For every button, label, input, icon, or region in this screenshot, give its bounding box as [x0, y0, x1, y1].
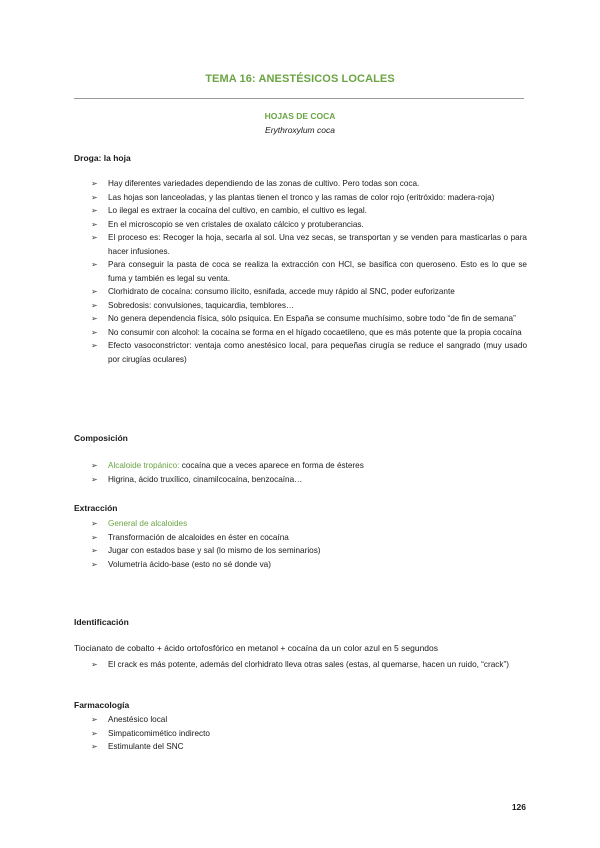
section-label-droga: Droga: la hoja	[74, 153, 131, 163]
arrow-bullet-icon: ➢	[91, 532, 98, 542]
list-item: ➢ Alcaloide tropánico: cocaína que a veces aparece en forma de ésteres	[91, 459, 527, 473]
list-item: ➢ Para conseguir la pasta de coca se realiza la extracción con HCl, se basifica con queroseno. Esto es lo que se fuma y también es legal su venta.	[91, 260, 527, 283]
droga-list	[91, 177, 527, 366]
arrow-bullet-icon: ➢	[91, 327, 98, 337]
list-item: ➢ Simpaticomimético indirecto	[91, 727, 527, 741]
list-item: ➢ El crack es más potente, además del clorhidrato lleva otras sales (estas, al quemarse, hacen un ruido, “crack”)	[91, 658, 527, 672]
list-item: ➢ Sobredosis: convulsiones, taquicardia, temblores…	[91, 299, 527, 313]
arrow-bullet-icon: ➢	[91, 461, 98, 470]
list-item: ➢ Las hojas son lanceoladas, y las plantas tienen el tronco y las ramas de color rojo (eritróxido: madera-roja)	[91, 191, 527, 205]
section-label-extraccion: Extracción	[74, 503, 118, 513]
arrow-bullet-icon: ➢	[91, 179, 98, 188]
list-item: ➢ No genera dependencia física, sólo psíquica. En España se consume muchísimo, sobre todo “de fin de semana”	[91, 312, 527, 326]
list-item: ➢ Estimulante del SNC	[91, 740, 527, 754]
list-item: ➢ El proceso es: Recoger la hoja, secarla al sol. Una vez secas, se transportan y se venden para masticarlas o para hacer infusiones.	[91, 233, 527, 256]
title-divider	[74, 98, 524, 99]
arrow-bullet-icon: ➢	[91, 715, 98, 724]
list-item: ➢ Efecto vasoconstrictor: ventaja como anestésico local, para pequeñas cirugía se reduce el sangrado (muy usado por cirugías oculares)	[91, 341, 527, 364]
section-heading-hojas: HOJAS DE COCA	[264, 111, 336, 121]
arrow-bullet-icon: ➢	[91, 474, 98, 484]
list-item: ➢ Lo ilegal es extraer la cocaína del cultivo, en cambio, el cultivo es legal.	[91, 204, 527, 218]
arrow-bullet-icon: ➢	[91, 192, 98, 202]
identificacion-list	[91, 658, 527, 672]
list-item: ➢ Hay diferentes variedades dependiendo de las zonas de cultivo. Pero todas son coca.	[91, 177, 527, 191]
list-item: ➢ No consumir con alcohol: la cocaína se forma en el hígado cocaetileno, que es más potente que la propia cocaína	[91, 326, 527, 340]
farmacologia-list	[91, 713, 527, 754]
list-item: ➢ En el microscopio se ven cristales de oxalato cálcico y protuberancias.	[91, 218, 527, 232]
section-label-farmacologia: Farmacología	[74, 700, 130, 710]
list-item: ➢ Volumetría ácido-base (esto no sé donde va)	[91, 558, 527, 572]
species-name: Erythroxylum coca	[265, 125, 335, 135]
identificacion-text: Tiocianato de cobalto + ácido ortofosfórico en metanol + cocaína da un color azul en 5 segundos	[74, 643, 439, 653]
arrow-bullet-icon: ➢	[91, 314, 98, 323]
arrow-bullet-icon: ➢	[91, 219, 98, 229]
arrow-bullet-icon: ➢	[91, 559, 98, 569]
arrow-bullet-icon: ➢	[91, 260, 98, 269]
arrow-bullet-icon: ➢	[91, 660, 98, 669]
list-item: ➢ Transformación de alcaloides en éster en cocaína	[91, 531, 527, 545]
arrow-bullet-icon: ➢	[91, 341, 98, 350]
list-item: ➢ Anestésico local	[91, 713, 527, 727]
list-item: ➢ Higrina, ácido truxílico, cinamilcocaína, benzocaína…	[91, 473, 527, 487]
arrow-bullet-icon: ➢	[91, 546, 98, 555]
composicion-list	[91, 459, 527, 486]
list-item: ➢ Clorhidrato de cocaína: consumo ilícito, esnifada, accede muy rápido al SNC, poder euforizante	[91, 285, 527, 299]
page-number: 126	[511, 802, 526, 812]
extraccion-list	[91, 517, 527, 571]
section-label-identificacion: Identificación	[74, 617, 129, 627]
arrow-bullet-icon: ➢	[91, 206, 98, 215]
list-item: ➢ General de alcaloides	[91, 517, 527, 531]
arrow-bullet-icon: ➢	[91, 287, 98, 296]
arrow-bullet-icon: ➢	[91, 519, 98, 528]
list-item: ➢ Jugar con estados base y sal (lo mismo de los seminarios)	[91, 544, 527, 558]
arrow-bullet-icon: ➢	[91, 233, 98, 242]
arrow-bullet-icon: ➢	[91, 728, 98, 738]
arrow-bullet-icon: ➢	[91, 300, 98, 310]
section-label-composicion: Composición	[74, 433, 128, 443]
page-title: TEMA 16: ANESTÉSICOS LOCALES	[205, 73, 395, 85]
arrow-bullet-icon: ➢	[91, 742, 98, 751]
